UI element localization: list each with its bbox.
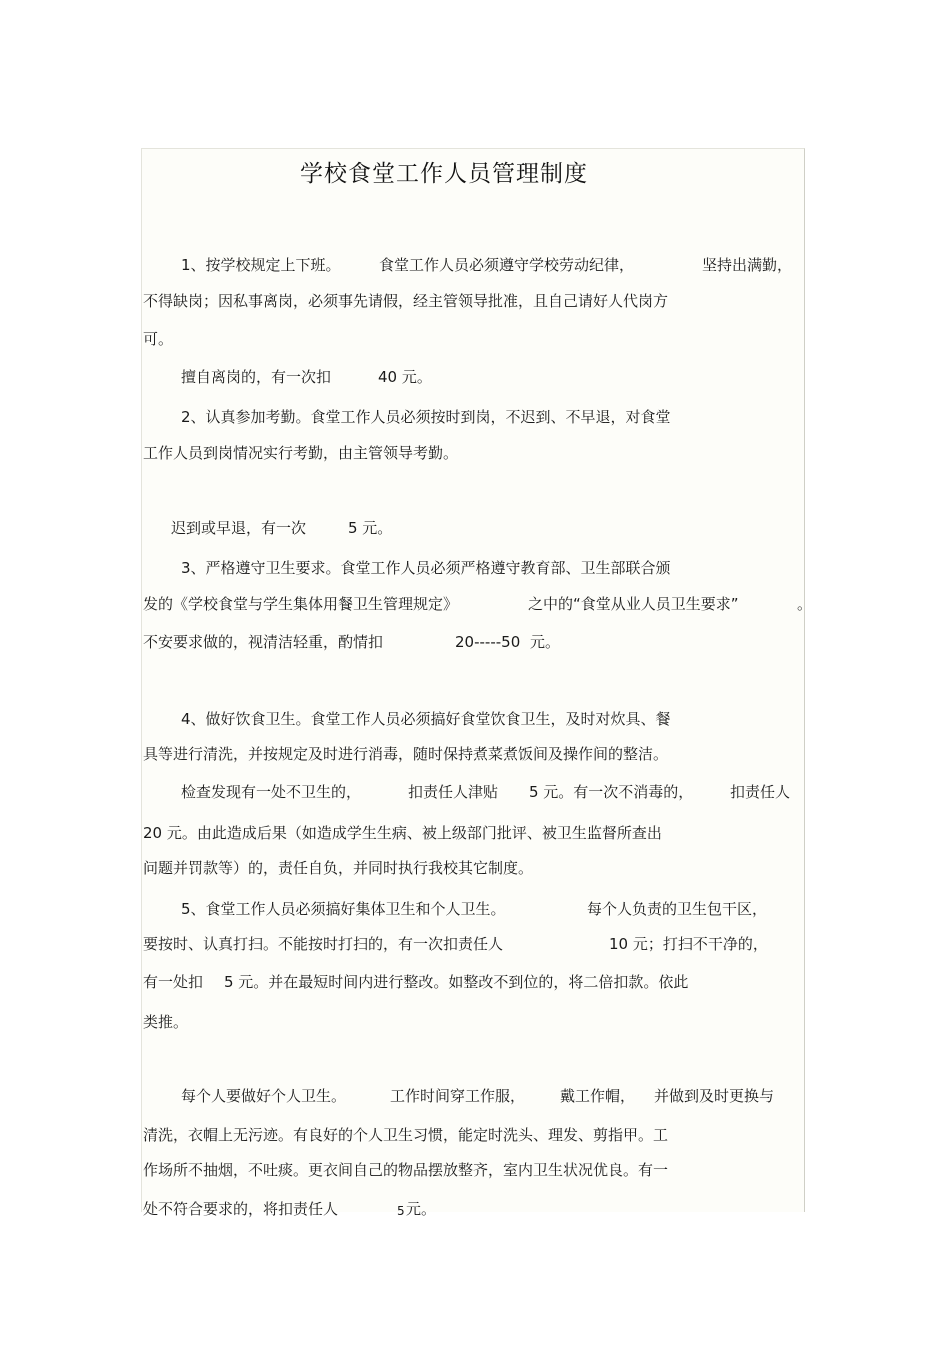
text-line: 可。 [143, 330, 174, 348]
text-line: 5 元。有一次不消毒的， [529, 783, 694, 801]
text-line: 有一处扣 [143, 973, 204, 991]
text-line: 20-----50 [455, 633, 521, 651]
text-line: 5 元。 [348, 519, 393, 537]
text-line: 每个人负责的卫生包干区， [587, 900, 768, 918]
text-line: 要按时、认真打扫。不能按时打扫的，有一次扣责任人 [143, 935, 504, 953]
text-line: 检查发现有一处不卫生的， [181, 783, 362, 801]
text-line: 10 元；打扫不干净的， [609, 935, 768, 953]
text-line: 不得缺岗；因私事离岗，必须事先请假，经主管领导批准，且自己请好人代岗方 [143, 292, 669, 310]
text-line: 清洗，衣帽上无污迹。有良好的个人卫生习惯，能定时洗头、理发、剪指甲。工 [143, 1126, 669, 1144]
document-title: 学校食堂工作人员管理制度 [300, 161, 588, 187]
text-line: 5 [397, 1204, 405, 1218]
text-line: 扣责任人 [730, 783, 791, 801]
text-line: 5 元。并在最短时间内进行整改。如整改不到位的，将二倍扣款。依此 [224, 973, 689, 991]
text-line: 40 元。 [378, 368, 432, 386]
text-line: 1、按学校规定上下班。 [181, 256, 341, 274]
text-line: 作场所不抽烟，不吐痰。更衣间自己的物品摆放整齐，室内卫生状况优良。有一 [143, 1161, 669, 1179]
text-line: 元。 [406, 1200, 437, 1218]
text-line: 3、严格遵守卫生要求。食堂工作人员必须严格遵守教育部、卫生部联合颁 [181, 559, 671, 577]
text-line: 之中的“食堂从业人员卫生要求” [528, 595, 739, 613]
text-line: 4、做好饮食卫生。食堂工作人员必须搞好食堂饮食卫生，及时对炊具、餐 [181, 710, 671, 728]
text-line: 工作人员到岗情况实行考勤，由主管领导考勤。 [143, 444, 459, 462]
text-line: 食堂工作人员必须遵守学校劳动纪律， [379, 256, 635, 274]
text-line: 坚持出满勤， [702, 256, 793, 274]
text-line: 迟到或早退，有一次 [171, 519, 307, 537]
text-line: 类推。 [143, 1013, 189, 1031]
text-line: 工作时间穿工作服， [390, 1087, 526, 1105]
text-line: 发的《学校食堂与学生集体用餐卫生管理规定》 [143, 595, 459, 613]
text-line: 具等进行清洗，并按规定及时进行消毒，随时保持煮菜煮饭间及操作间的整洁。 [143, 745, 669, 763]
text-line: 擅自离岗的，有一次扣 [181, 368, 332, 386]
text-line: 。 [797, 595, 813, 613]
text-line: 元。 [530, 633, 561, 651]
text-line: 并做到及时更换与 [654, 1087, 775, 1105]
text-line: 问题并罚款等）的，责任自负，并同时执行我校其它制度。 [143, 859, 534, 877]
text-line: 20 元。由此造成后果（如造成学生生病、被上级部门批评、被卫生监督所查出 [143, 824, 662, 842]
text-line: 5、食堂工作人员必须搞好集体卫生和个人卫生。 [181, 900, 506, 918]
text-line: 扣责任人津贴 [408, 783, 499, 801]
text-line: 每个人要做好个人卫生。 [181, 1087, 347, 1105]
text-line: 2、认真参加考勤。食堂工作人员必须按时到岗，不迟到、不早退，对食堂 [181, 408, 671, 426]
text-line: 不安要求做的，视清洁轻重，酌情扣 [143, 633, 384, 651]
text-line: 戴工作帽， [560, 1087, 636, 1105]
text-line: 处不符合要求的，将扣责任人 [143, 1200, 339, 1218]
